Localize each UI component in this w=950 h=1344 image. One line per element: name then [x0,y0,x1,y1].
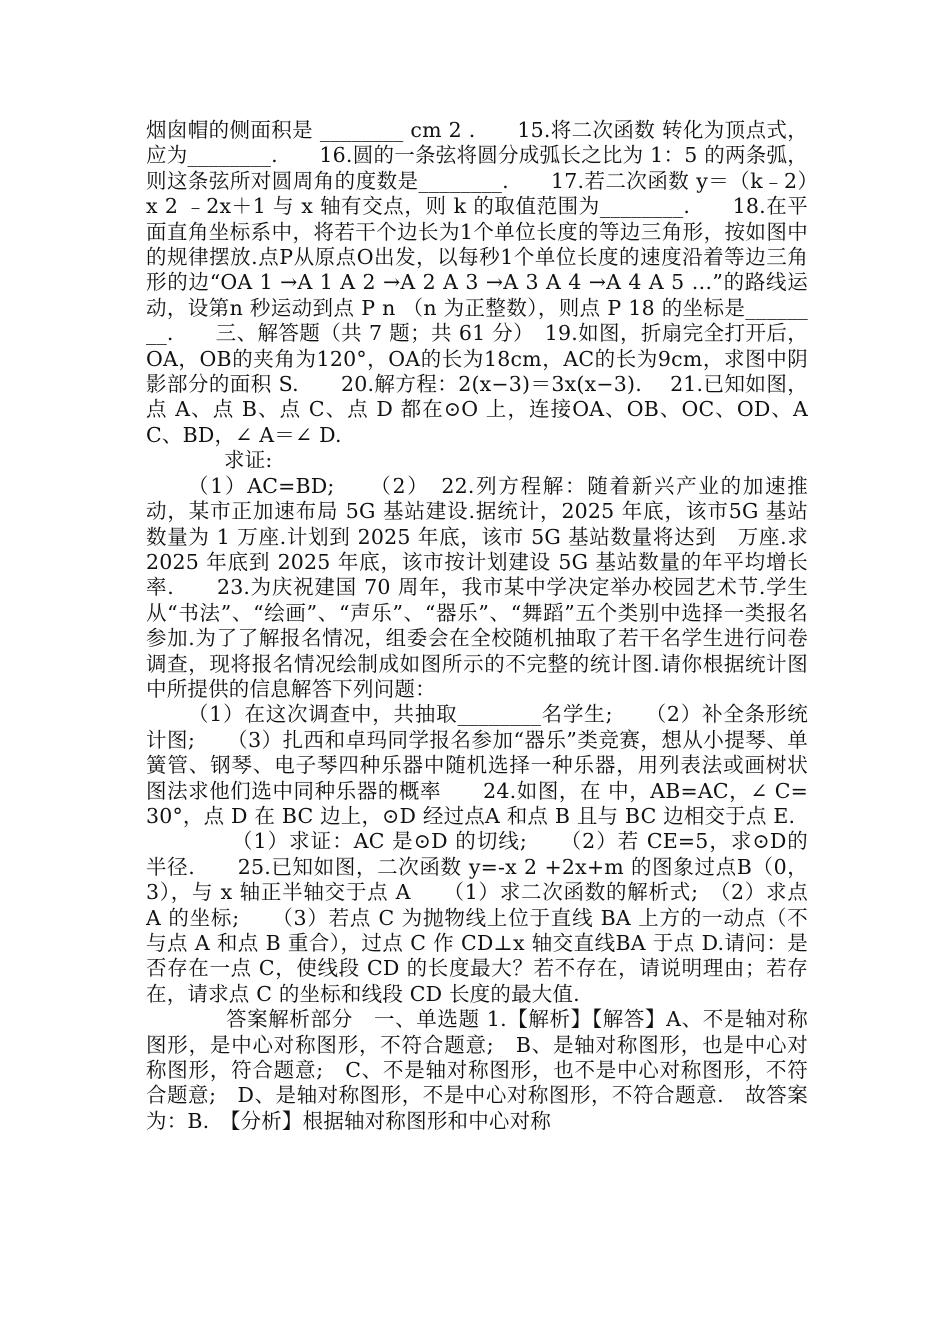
paragraph-questions-24-25: （1）求证：AC 是⊙D 的切线; （2）若 CE=5，求⊙D的半径. 25.已知如图，二次函数 y=-x 2 +2x+m 的图象过点B（0，3），与 x 轴正半轴交于点 A （1）求二次函数的解析式; （2）求点 A 的坐标; （3）若点 C 为抛物线上位于直线 BA 上方的一动点（不与点 A 和点 B 重合），过点 C 作 CD⊥x 轴交直线BA 于点 D.请问：是否存在一点 C，使线段 CD 的长度最大？若不存在，请说明理由；若存在，请求点 C 的坐标和线段 CD 长度的最大值. [146,829,808,1006]
paragraph-questions-21-23: （1）AC=BD; （2） 22.列方程解：随着新兴产业的加速推动，某市正加速布局 5G 基站建设.据统计，2025 年底，该市5G 基站数量为 1 万座.计划到 2025 年底，该市 5G 基站数量将达到 万座.求 2025 年底到 2025 年底，该市按计划建设 5G 基站数量的年平均增长率. 23.为庆祝建国 70 周年，我市某中学决定举办校园艺术节.学生从“书法”、“绘画”、“声乐”、“器乐”、“舞蹈”五个类别中选择一类报名参加.为了了解报名情况，组委会在全校随机抽取了若干名学生进行问卷调查，现将报名情况绘制成如图所示的不完整的统计图.请你根据统计图中所提供的信息解答下列问题： [146,473,808,701]
paragraph-answer-analysis: 答案解析部分 一、单选题 1.【解析】【解答】A、不是轴对称图形，是中心对称图形，不符合题意; B、是轴对称图形，也是中心对称图形，符合题意; C、不是轴对称图形，也不是中心对称图形，不符合题意; D、是轴对称图形，不是中心对称图形，不符合题意. 故答案为：B. 【分析】根据轴对称图形和中心对称 [146,1007,808,1133]
paragraph-prove-heading: 求证: [224,448,273,473]
document-page [146,118,808,1134]
paragraph-questions-15-21: 烟囱帽的侧面积是 ________ cm 2 . 15.将二次函数 转化为顶点式，应为________. 16.圆的一条弦将圆分成弧长之比为 1：5 的两条弧，则这条弦所对圆周角的度数是________. 17.若二次函数 y＝（k﹣2）x 2 ﹣2x＋1 与 x 轴有交点，则 k 的取值范围为________. 18.在平面直角坐标系中，将若干个边长为1个单位长度的等边三角形，按如图中的规律摆放.点P从原点O出发，以每秒1个单位长度的速度沿着等边三角形的边“OA 1 →A 1 A 2 →A 2 A 3 →A 3 A 4 →A 4 A 5 …”的路线运动，设第n 秒运动到点 P n （n 为正整数），则点 P 18 的坐标是________. 三、解答题（共 7 题；共 61 分） 19.如图，折扇完全打开后，OA，OB的夹角为120°，OA的长为18cm，AC的长为9cm，求图中阴影部分的面积 S. 20.解方程：2(x−3)＝3x(x−3). 21.已知如图，点 A、点 B、点 C、点 D 都在⊙O 上，连接OA、OB、OC、OD、AC、BD，∠ A＝∠ D. [146,118,808,447]
paragraph-questions-23-24: （1）在这次调查中，共抽取________名学生; （2）补全条形统计图; （3）扎西和卓玛同学报名参加“器乐”类竞赛，想从小提琴、单簧管、钢琴、电子琴四种乐器中随机选择一种乐器，用列表法或画树状图法求他们选中同种乐器的概率 24.如图，在 中，AB=AC，∠ C=30°，点 D 在 BC 边上，⊙D 经过点A 和点 B 且与 BC 边相交于点 E. [146,702,808,828]
